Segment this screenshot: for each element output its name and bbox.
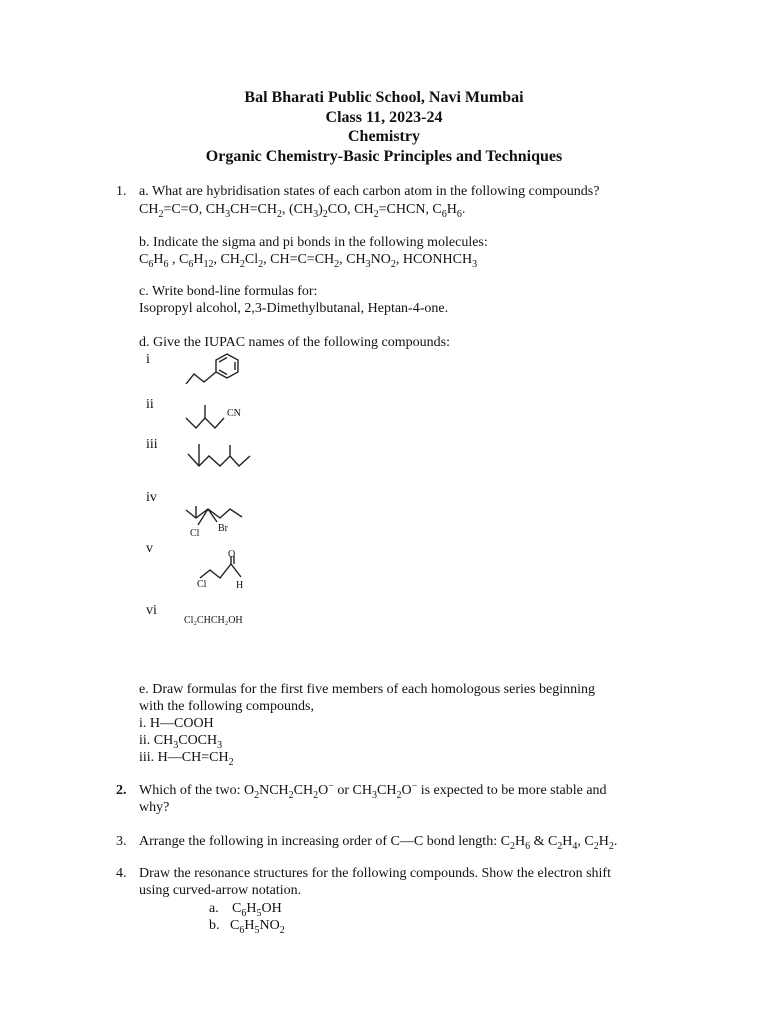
q2-text-line1: Which of the two: $O_2NCH_2CH_2O^-$ or $CH_3CH_2O^-$ is expected to be more stable and <box>139 780 607 801</box>
question-number-4: 4. <box>116 866 127 881</box>
d-item-ii: ii <box>146 397 154 412</box>
q1a-compounds: $CH_2=C=O$, $CH_3CH=CH_2$, $(CH_3)_2CO$, $CH_2=CHCN$, $C_6H_6$. <box>139 202 466 220</box>
q1c-items: Isopropyl alcohol, 2,3-Dimethylbutanal, Heptan-4-one. <box>139 301 449 316</box>
q1c-text: c. Write bond-line formulas for: <box>139 284 318 299</box>
question-number-1: 1. <box>116 184 127 199</box>
q4-text-line1: Draw the resonance structures for the following compounds. Show the electron shift <box>139 866 611 881</box>
q4-text-line2: using curved-arrow notation. <box>139 883 302 898</box>
d-item-i: i <box>146 352 150 367</box>
structure-i-propylbenzene <box>180 350 250 390</box>
q2-text-line2: why? <box>139 800 170 815</box>
label-o: O <box>228 549 236 560</box>
q1e-text-line1: e. Draw formulas for the first five members of each homologous series beginning <box>139 682 596 697</box>
label-cn: CN <box>227 408 241 419</box>
d-item-iv: iv <box>146 490 157 505</box>
q4-item-a: $C_6H_5OH$ <box>232 901 282 919</box>
question-number-2: 2. <box>116 783 127 798</box>
structure-ii-nitrile <box>182 398 252 432</box>
d-item-v: v <box>146 541 153 556</box>
d-item-iii: iii <box>146 437 158 452</box>
label-br: Br <box>218 523 228 534</box>
subject: Chemistry <box>348 128 420 145</box>
q1e-item-iii: iii. $H—CH=CH_2$ <box>139 750 234 768</box>
structure-iii-alkane <box>184 440 258 476</box>
q4-item-b: b. $C_6H_5NO_2$ <box>209 918 285 936</box>
q1e-text-line2: with the following compounds, <box>139 699 314 714</box>
q1d-text: d. Give the IUPAC names of the following compounds: <box>139 335 450 350</box>
label-cl-v: Cl <box>197 579 207 590</box>
chapter-title: Organic Chemistry-Basic Principles and Techniques <box>205 147 563 165</box>
q4-item-a-label: a. <box>209 901 219 916</box>
q1a-text: a. What are hybridisation states of each carbon atom in the following compounds? <box>139 184 600 199</box>
label-h: H <box>236 580 244 591</box>
question-number-3: 3. <box>116 834 127 849</box>
q1b-molecules: $C_6H_6$ , $C_6H_{12}$, $CH_2Cl_2$, $CH=C=CH_2$, $CH_3NO_2$, $HCONHCH_3$ <box>139 252 478 270</box>
label-cl-iv: Cl <box>190 528 200 539</box>
class-year: Class 11, 2023-24 <box>325 108 443 126</box>
q1e-item-i: i. H—COOH <box>139 716 214 731</box>
header <box>0 88 768 166</box>
school-name: Bal Bharati Public School, Navi Mumbai <box>244 89 524 106</box>
d-item-vi: vi <box>146 603 157 618</box>
structure-vi-formula: Cl₂CHCH₂OH <box>184 615 243 626</box>
q1b-text: b. Indicate the sigma and pi bonds in the following molecules: <box>139 235 488 250</box>
q1e-item-ii: ii. $CH_3COCH_3$ <box>139 733 223 751</box>
q3-text: Arrange the following in increasing order of C—C bond length: $C_2H_6$ & $C_2H_4$, $C_2H_2$. <box>139 834 618 852</box>
